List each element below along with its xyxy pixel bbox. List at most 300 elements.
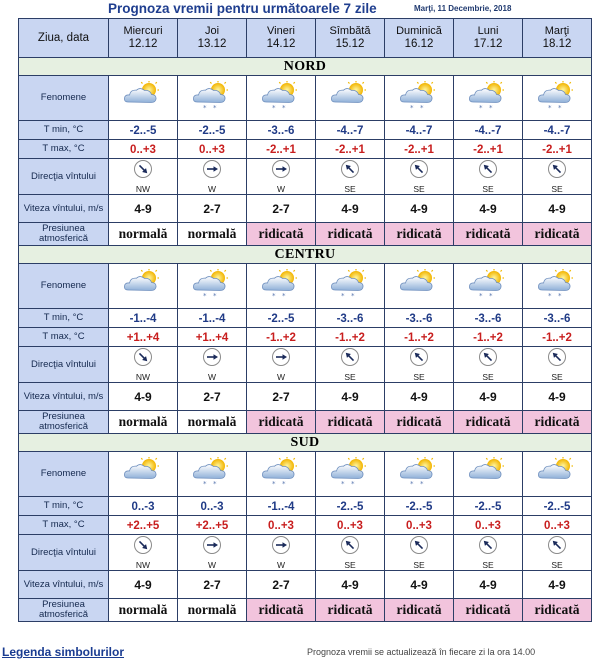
wind-speed-cell bbox=[109, 383, 178, 411]
tmax-cell bbox=[454, 140, 523, 159]
phenomena-cell bbox=[178, 76, 247, 121]
tmin-value: -3..-6 bbox=[405, 313, 433, 325]
tmin-value: -1..-4 bbox=[129, 313, 157, 325]
tmax-value: -2..+1 bbox=[335, 144, 365, 156]
tmax-cell bbox=[178, 328, 247, 347]
pressure-value: ridicată bbox=[523, 223, 592, 246]
phenomena-cell bbox=[247, 76, 316, 121]
wind-direction-cell bbox=[385, 159, 454, 195]
wind-direction-label: W bbox=[207, 560, 217, 570]
wind-speed-value: 4-9 bbox=[479, 201, 497, 216]
wind-arrow-icon bbox=[410, 536, 428, 554]
wind-direction-label: SE bbox=[551, 184, 563, 194]
wind-direction-cell bbox=[385, 535, 454, 571]
day-name: Luni bbox=[477, 25, 499, 37]
wind-direction-label: W bbox=[276, 372, 286, 382]
cloud-sun-icon bbox=[123, 81, 163, 116]
wind-arrow-icon bbox=[548, 348, 566, 366]
wind-direction-cell bbox=[385, 347, 454, 383]
tmin-cell bbox=[523, 309, 592, 328]
svg-text:*: * bbox=[213, 103, 217, 111]
tmax-value: 0..+3 bbox=[475, 520, 501, 532]
tmin-cell bbox=[247, 309, 316, 328]
tmax-value: +2..+5 bbox=[126, 520, 160, 532]
tmin-value: -3..-6 bbox=[474, 313, 502, 325]
wind-direction-cell bbox=[109, 535, 178, 571]
day-name: Vineri bbox=[267, 25, 295, 37]
wind-arrow-icon bbox=[479, 160, 497, 178]
phenomena-cell bbox=[247, 264, 316, 309]
wind-direction-label: SE bbox=[482, 372, 494, 382]
tmax-cell bbox=[385, 328, 454, 347]
page-title: Prognoza vremii pentru următoarele 7 zile bbox=[108, 1, 377, 16]
tmax-cell bbox=[385, 140, 454, 159]
header-label: Ziua, data bbox=[19, 19, 109, 58]
wind-speed-value: 2-7 bbox=[272, 577, 290, 592]
wind-direction-cell bbox=[109, 347, 178, 383]
tmin-value: -3..-6 bbox=[267, 125, 295, 137]
tmin-value: -2..-5 bbox=[129, 125, 157, 137]
day-date: 15.12 bbox=[335, 38, 365, 50]
tmin-value: -2..-5 bbox=[543, 501, 571, 513]
wind-speed-value: 4-9 bbox=[410, 201, 428, 216]
tmax-cell bbox=[109, 140, 178, 159]
svg-text:*: * bbox=[282, 291, 286, 299]
wind-speed-cell bbox=[247, 571, 316, 599]
wind-direction-cell bbox=[316, 347, 385, 383]
svg-text:*: * bbox=[558, 103, 562, 111]
tmin-cell bbox=[385, 121, 454, 140]
tmin-cell bbox=[523, 497, 592, 516]
pressure-value: normală bbox=[178, 411, 247, 434]
tmin-cell bbox=[454, 497, 523, 516]
cloud-sun-snow-icon bbox=[537, 269, 577, 304]
wind-direction-cell bbox=[316, 159, 385, 195]
wind-speed-cell bbox=[385, 571, 454, 599]
tmax-value: -1..+2 bbox=[266, 332, 296, 344]
cloud-sun-snow-icon bbox=[468, 269, 508, 304]
wind-speed-value: 2-7 bbox=[203, 577, 221, 592]
wind-speed-value: 2-7 bbox=[203, 389, 221, 404]
svg-text:*: * bbox=[489, 103, 493, 111]
tmax-row bbox=[19, 140, 592, 159]
pressure-value: ridicată bbox=[523, 411, 592, 434]
tmin-value: -1..-4 bbox=[267, 501, 295, 513]
day-name: Marţi bbox=[544, 25, 570, 37]
cloud-sun-snow-icon bbox=[399, 81, 439, 116]
row-label-tmin: T min, °C bbox=[19, 497, 109, 516]
cloud-sun-icon bbox=[537, 457, 577, 492]
row-label-wind-speed: Viteza vîntului, m/s bbox=[19, 383, 109, 411]
tmax-cell bbox=[109, 328, 178, 347]
wind-arrow-icon bbox=[341, 536, 359, 554]
day-header bbox=[523, 19, 592, 58]
svg-text:*: * bbox=[203, 291, 207, 299]
row-label-pressure: Presiunea atmosferică bbox=[19, 411, 109, 434]
svg-text:*: * bbox=[410, 103, 414, 111]
tmax-value: -2..+1 bbox=[266, 144, 296, 156]
pressure-value: ridicată bbox=[523, 599, 592, 622]
wind-direction-label: SE bbox=[413, 560, 425, 570]
tmax-value: 0..+3 bbox=[268, 520, 294, 532]
tmin-cell bbox=[247, 497, 316, 516]
pressure-value: ridicată bbox=[247, 411, 316, 434]
wind-speed-row bbox=[19, 383, 592, 411]
tmax-cell bbox=[523, 140, 592, 159]
current-date: Marţi, 11 Decembrie, 2018 bbox=[414, 4, 512, 13]
wind-direction-cell bbox=[454, 347, 523, 383]
day-name: Miercuri bbox=[123, 25, 163, 37]
phenomena-cell bbox=[385, 264, 454, 309]
tmax-value: +2..+5 bbox=[195, 520, 229, 532]
cloud-sun-icon bbox=[468, 457, 508, 492]
tmin-value: 0..-3 bbox=[200, 501, 224, 513]
wind-direction-label: W bbox=[276, 184, 286, 194]
tmax-cell bbox=[316, 328, 385, 347]
svg-text:*: * bbox=[213, 479, 217, 487]
pressure-value: ridicată bbox=[454, 599, 523, 622]
tmax-cell bbox=[385, 516, 454, 535]
tmax-cell bbox=[247, 516, 316, 535]
cloud-sun-snow-icon bbox=[261, 81, 301, 116]
wind-speed-value: 4-9 bbox=[548, 201, 566, 216]
day-header bbox=[385, 19, 454, 58]
tmin-row bbox=[19, 121, 592, 140]
svg-text:*: * bbox=[420, 479, 424, 487]
wind-direction-cell bbox=[454, 159, 523, 195]
wind-speed-cell bbox=[454, 195, 523, 223]
region-title: SUD bbox=[19, 434, 592, 452]
row-label-tmax: T max, °C bbox=[19, 516, 109, 535]
pressure-value: normală bbox=[178, 223, 247, 246]
row-label-wind-speed: Viteza vîntului, m/s bbox=[19, 571, 109, 599]
wind-arrow-icon bbox=[341, 160, 359, 178]
wind-direction-label: W bbox=[207, 184, 217, 194]
cloud-sun-icon bbox=[399, 269, 439, 304]
day-date: 16.12 bbox=[404, 38, 434, 50]
wind-direction-label: SE bbox=[344, 560, 356, 570]
wind-direction-cell bbox=[109, 159, 178, 195]
tmin-cell bbox=[178, 497, 247, 516]
pressure-value: ridicată bbox=[316, 411, 385, 434]
wind-arrow-icon bbox=[134, 348, 152, 366]
svg-text:*: * bbox=[272, 103, 276, 111]
wind-direction-row bbox=[19, 347, 592, 383]
svg-text:*: * bbox=[203, 479, 207, 487]
wind-direction-cell bbox=[247, 535, 316, 571]
row-label-tmin: T min, °C bbox=[19, 121, 109, 140]
wind-speed-cell bbox=[109, 195, 178, 223]
svg-text:*: * bbox=[213, 291, 217, 299]
phenomena-row bbox=[19, 76, 592, 121]
svg-text:*: * bbox=[420, 103, 424, 111]
tmax-value: 0..+3 bbox=[406, 520, 432, 532]
tmin-cell bbox=[109, 309, 178, 328]
tmax-value: +1..+4 bbox=[126, 332, 160, 344]
wind-arrow-icon bbox=[134, 160, 152, 178]
row-label-pressure: Presiunea atmosferică bbox=[19, 223, 109, 246]
row-label-phenomena: Fenomene bbox=[19, 76, 109, 121]
tmin-value: -2..-5 bbox=[267, 313, 295, 325]
day-date: 12.12 bbox=[128, 38, 158, 50]
wind-arrow-icon bbox=[203, 348, 221, 366]
pressure-value: ridicată bbox=[385, 411, 454, 434]
day-header bbox=[316, 19, 385, 58]
tmax-cell bbox=[523, 328, 592, 347]
phenomena-cell bbox=[523, 452, 592, 497]
tmin-value: -2..-5 bbox=[405, 501, 433, 513]
tmin-row bbox=[19, 309, 592, 328]
tmax-row bbox=[19, 328, 592, 347]
wind-speed-value: 4-9 bbox=[410, 577, 428, 592]
tmax-value: -1..+2 bbox=[335, 332, 365, 344]
wind-direction-label: NW bbox=[135, 560, 151, 570]
cloud-sun-snow-icon bbox=[537, 81, 577, 116]
wind-arrow-icon bbox=[479, 348, 497, 366]
wind-direction-cell bbox=[454, 535, 523, 571]
tmax-value: -1..+2 bbox=[404, 332, 434, 344]
tmin-cell bbox=[178, 121, 247, 140]
wind-speed-value: 4-9 bbox=[341, 389, 359, 404]
pressure-value: ridicată bbox=[316, 223, 385, 246]
svg-text:*: * bbox=[341, 479, 345, 487]
wind-speed-cell bbox=[178, 383, 247, 411]
tmax-cell bbox=[523, 516, 592, 535]
wind-direction-cell bbox=[523, 347, 592, 383]
legend-link[interactable]: Legenda simbolurilor bbox=[2, 645, 125, 659]
tmin-value: -2..-5 bbox=[474, 501, 502, 513]
row-label-wind-speed: Viteza vîntului, m/s bbox=[19, 195, 109, 223]
cloud-sun-snow-icon bbox=[192, 269, 232, 304]
cloud-sun-snow-icon bbox=[330, 457, 370, 492]
wind-direction-cell bbox=[316, 535, 385, 571]
pressure-value: ridicată bbox=[385, 223, 454, 246]
day-header bbox=[109, 19, 178, 58]
tmax-cell bbox=[454, 328, 523, 347]
cloud-sun-icon bbox=[123, 457, 163, 492]
tmax-cell bbox=[178, 516, 247, 535]
phenomena-cell bbox=[316, 264, 385, 309]
svg-text:*: * bbox=[203, 103, 207, 111]
wind-speed-value: 2-7 bbox=[272, 389, 290, 404]
tmin-value: -3..-6 bbox=[336, 313, 364, 325]
pressure-value: ridicată bbox=[454, 411, 523, 434]
cloud-sun-snow-icon bbox=[261, 457, 301, 492]
day-name: Sîmbătă bbox=[329, 25, 371, 37]
tmin-value: -3..-6 bbox=[543, 313, 571, 325]
phenomena-cell bbox=[454, 76, 523, 121]
region-row bbox=[19, 434, 592, 452]
pressure-value: ridicată bbox=[247, 223, 316, 246]
wind-arrow-icon bbox=[272, 348, 290, 366]
header-row bbox=[19, 19, 592, 58]
tmax-cell bbox=[247, 140, 316, 159]
tmin-value: -4..-7 bbox=[543, 125, 571, 137]
tmin-cell bbox=[454, 309, 523, 328]
wind-direction-label: SE bbox=[551, 560, 563, 570]
svg-text:*: * bbox=[272, 479, 276, 487]
row-label-tmax: T max, °C bbox=[19, 140, 109, 159]
tmax-cell bbox=[316, 140, 385, 159]
wind-arrow-icon bbox=[479, 536, 497, 554]
phenomena-cell bbox=[385, 452, 454, 497]
day-name: Duminică bbox=[396, 25, 442, 37]
tmax-value: +1..+4 bbox=[195, 332, 229, 344]
row-label-pressure: Presiunea atmosferică bbox=[19, 599, 109, 622]
row-label-phenomena: Fenomene bbox=[19, 452, 109, 497]
wind-speed-value: 4-9 bbox=[548, 577, 566, 592]
wind-direction-cell bbox=[523, 159, 592, 195]
tmin-cell bbox=[247, 121, 316, 140]
wind-direction-label: SE bbox=[413, 372, 425, 382]
wind-speed-value: 2-7 bbox=[272, 201, 290, 216]
wind-speed-cell bbox=[454, 571, 523, 599]
tmin-row bbox=[19, 497, 592, 516]
wind-speed-value: 4-9 bbox=[479, 389, 497, 404]
update-note: Prognoza vremii se actualizează în fiecare zi la ora 14.00 bbox=[307, 647, 536, 657]
phenomena-cell bbox=[523, 264, 592, 309]
cloud-sun-snow-icon bbox=[468, 81, 508, 116]
wind-direction-cell bbox=[523, 535, 592, 571]
top-bar bbox=[0, 0, 600, 19]
tmin-cell bbox=[109, 497, 178, 516]
wind-arrow-icon bbox=[341, 348, 359, 366]
wind-direction-label: SE bbox=[551, 372, 563, 382]
pressure-value: ridicată bbox=[385, 599, 454, 622]
cloud-sun-snow-icon bbox=[192, 457, 232, 492]
tmin-cell bbox=[454, 121, 523, 140]
tmin-cell bbox=[316, 121, 385, 140]
tmax-value: -2..+1 bbox=[542, 144, 572, 156]
tmax-value: -2..+1 bbox=[473, 144, 503, 156]
wind-speed-cell bbox=[523, 195, 592, 223]
wind-direction-label: NW bbox=[135, 184, 151, 194]
svg-text:*: * bbox=[351, 291, 355, 299]
tmin-value: -4..-7 bbox=[336, 125, 364, 137]
svg-text:*: * bbox=[351, 479, 355, 487]
wind-speed-value: 4-9 bbox=[341, 201, 359, 216]
tmax-value: -1..+2 bbox=[473, 332, 503, 344]
tmin-cell bbox=[316, 497, 385, 516]
wind-arrow-icon bbox=[203, 160, 221, 178]
pressure-value: normală bbox=[109, 411, 178, 434]
row-label-tmax: T max, °C bbox=[19, 328, 109, 347]
wind-direction-cell bbox=[178, 535, 247, 571]
wind-speed-cell bbox=[178, 571, 247, 599]
region-row bbox=[19, 58, 592, 76]
tmin-cell bbox=[523, 121, 592, 140]
tmin-value: -4..-7 bbox=[474, 125, 502, 137]
tmin-cell bbox=[109, 121, 178, 140]
phenomena-cell bbox=[178, 452, 247, 497]
tmax-value: 0..+3 bbox=[130, 144, 156, 156]
tmin-cell bbox=[316, 309, 385, 328]
wind-speed-value: 4-9 bbox=[134, 389, 152, 404]
day-date: 18.12 bbox=[542, 38, 572, 50]
wind-arrow-icon bbox=[134, 536, 152, 554]
wind-speed-value: 4-9 bbox=[410, 389, 428, 404]
phenomena-cell bbox=[385, 76, 454, 121]
tmin-value: -1..-4 bbox=[198, 313, 226, 325]
wind-direction-label: W bbox=[276, 560, 286, 570]
svg-text:*: * bbox=[479, 291, 483, 299]
row-label-wind-direction: Direcţia vîntului bbox=[19, 347, 109, 383]
tmax-cell bbox=[109, 516, 178, 535]
phenomena-cell bbox=[316, 452, 385, 497]
wind-arrow-icon bbox=[548, 536, 566, 554]
wind-speed-cell bbox=[316, 571, 385, 599]
svg-text:*: * bbox=[548, 291, 552, 299]
region-row bbox=[19, 246, 592, 264]
pressure-row bbox=[19, 411, 592, 434]
cloud-sun-icon bbox=[330, 81, 370, 116]
forecast-table bbox=[18, 18, 592, 622]
wind-speed-row bbox=[19, 571, 592, 599]
tmin-value: -2..-5 bbox=[198, 125, 226, 137]
svg-text:*: * bbox=[410, 479, 414, 487]
tmax-value: 0..+3 bbox=[337, 520, 363, 532]
wind-direction-label: SE bbox=[344, 184, 356, 194]
wind-speed-cell bbox=[247, 195, 316, 223]
day-name: Joi bbox=[204, 25, 220, 37]
row-label-wind-direction: Direcţia vîntului bbox=[19, 159, 109, 195]
pressure-value: ridicată bbox=[316, 599, 385, 622]
wind-direction-cell bbox=[178, 159, 247, 195]
svg-text:*: * bbox=[282, 103, 286, 111]
wind-direction-label: SE bbox=[344, 372, 356, 382]
wind-speed-cell bbox=[523, 383, 592, 411]
phenomena-row bbox=[19, 264, 592, 309]
wind-speed-cell bbox=[178, 195, 247, 223]
phenomena-row bbox=[19, 452, 592, 497]
wind-arrow-icon bbox=[410, 348, 428, 366]
tmax-value: -2..+1 bbox=[404, 144, 434, 156]
tmax-cell bbox=[454, 516, 523, 535]
wind-speed-value: 4-9 bbox=[134, 201, 152, 216]
day-date: 13.12 bbox=[197, 38, 227, 50]
tmin-value: -2..-5 bbox=[336, 501, 364, 513]
pressure-value: normală bbox=[109, 599, 178, 622]
tmax-value: 0..+3 bbox=[199, 144, 225, 156]
tmin-cell bbox=[178, 309, 247, 328]
region-title: CENTRU bbox=[19, 246, 592, 264]
wind-direction-label: SE bbox=[413, 184, 425, 194]
wind-direction-row bbox=[19, 535, 592, 571]
day-header bbox=[454, 19, 523, 58]
svg-text:*: * bbox=[282, 479, 286, 487]
wind-speed-value: 4-9 bbox=[479, 577, 497, 592]
wind-arrow-icon bbox=[272, 536, 290, 554]
wind-direction-row bbox=[19, 159, 592, 195]
tmax-row bbox=[19, 516, 592, 535]
wind-arrow-icon bbox=[203, 536, 221, 554]
cloud-sun-snow-icon bbox=[399, 457, 439, 492]
wind-speed-value: 4-9 bbox=[134, 577, 152, 592]
pressure-row bbox=[19, 223, 592, 246]
pressure-value: ridicată bbox=[247, 599, 316, 622]
tmin-value: 0..-3 bbox=[131, 501, 155, 513]
row-label-tmin: T min, °C bbox=[19, 309, 109, 328]
wind-direction-cell bbox=[247, 159, 316, 195]
cloud-sun-snow-icon bbox=[261, 269, 301, 304]
pressure-value: normală bbox=[178, 599, 247, 622]
phenomena-cell bbox=[109, 76, 178, 121]
cloud-sun-icon bbox=[123, 269, 163, 304]
wind-direction-cell bbox=[178, 347, 247, 383]
wind-speed-cell bbox=[454, 383, 523, 411]
wind-arrow-icon bbox=[548, 160, 566, 178]
wind-direction-label: W bbox=[207, 372, 217, 382]
